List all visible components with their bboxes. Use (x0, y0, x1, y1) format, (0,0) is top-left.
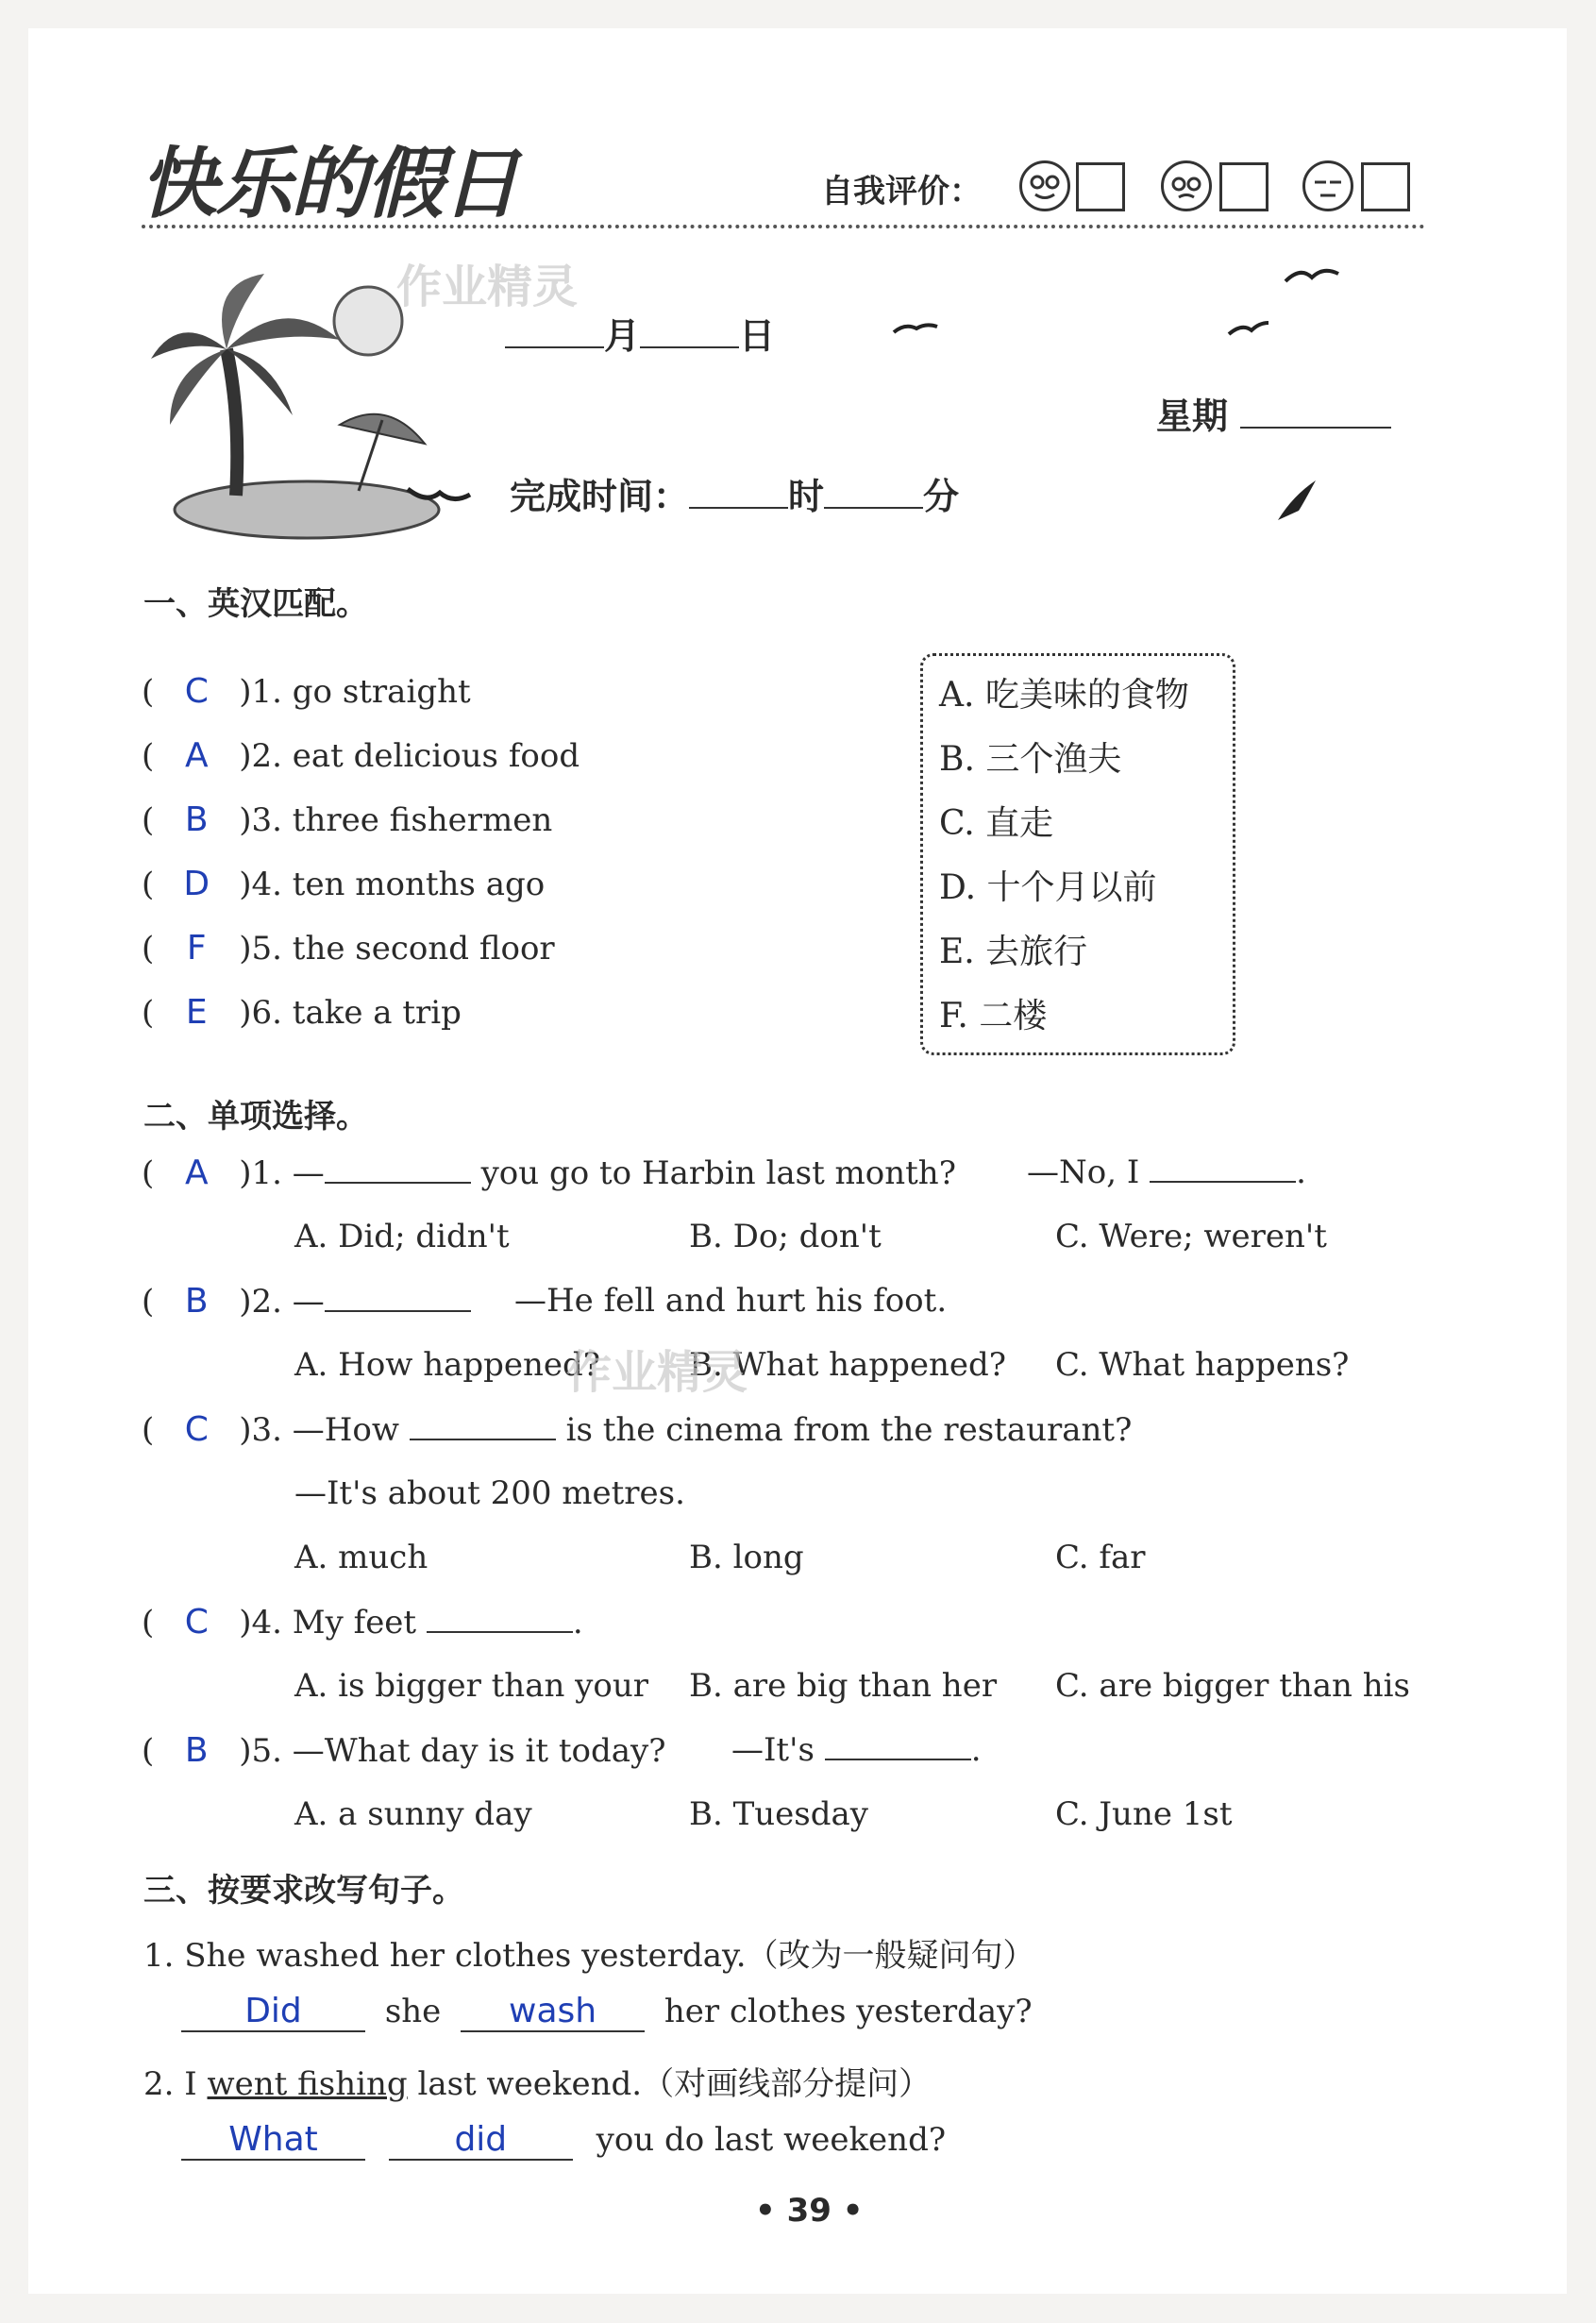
rewrite1-answer-1[interactable]: Did (181, 1992, 365, 2032)
q3-option-b[interactable]: B. long (689, 1539, 804, 1576)
rewrite2-answer-1[interactable]: What (181, 2120, 365, 2161)
match-text-1: )1. go straight (239, 673, 471, 711)
answer-5[interactable]: F (186, 929, 207, 968)
q1-option-a[interactable]: A. Did; didn't (294, 1218, 510, 1255)
watermark-top: 作业精灵 (396, 261, 579, 313)
match-item-5: ( F )5. the second floor (142, 929, 555, 968)
minute-label: 分 (923, 476, 960, 517)
date-line (505, 307, 775, 359)
q4-option-b[interactable]: B. are big than her (689, 1667, 998, 1705)
happy-face-icon (1019, 160, 1070, 211)
choice-answer-5[interactable]: B (184, 1731, 209, 1770)
match-item-6: ( E )6. take a trip (142, 993, 462, 1032)
choice-q3: ( C )3. —How is the cinema from the restaurant? (142, 1410, 1133, 1449)
minute-blank[interactable] (824, 507, 923, 509)
q1-blank-1[interactable] (325, 1182, 471, 1184)
choice-q4: ( C )4. My feet . (142, 1603, 583, 1641)
q5-option-a[interactable]: A. a sunny day (294, 1795, 532, 1833)
hour-label: 时 (788, 476, 825, 517)
weekday-line (1156, 387, 1391, 439)
section1-title: 一、英汉匹配。 (143, 585, 368, 623)
choice-q2: ( B )2. — (142, 1282, 471, 1321)
hour-blank[interactable] (689, 507, 788, 509)
q4-option-c[interactable]: C. are bigger than his (1055, 1667, 1410, 1705)
match-item-3: ( B )3. three fishermen (142, 800, 553, 839)
q2-blank[interactable] (325, 1310, 471, 1312)
answer-3[interactable]: B (184, 800, 209, 839)
rewrite1-answer-2[interactable]: wash (461, 1992, 645, 2032)
match-text-5: )5. the second floor (239, 930, 555, 968)
happy-checkbox[interactable] (1076, 162, 1125, 211)
rewrite-answer-line-2: What did you do last weekend? (181, 2120, 946, 2161)
month-blank[interactable] (505, 346, 604, 348)
q2-option-c[interactable]: C. What happens? (1055, 1346, 1350, 1384)
q4-blank[interactable] (427, 1631, 573, 1633)
rewrite-answer-line-1: Did she wash her clothes yesterday? (181, 1992, 1033, 2032)
match-item-2: ( A )2. eat delicious food (142, 736, 580, 775)
worried-face-icon (1161, 160, 1212, 211)
choice-q2-reply: —He fell and hurt his foot. (514, 1282, 948, 1320)
q5-option-c[interactable]: C. June 1st (1055, 1795, 1233, 1833)
neutral-checkbox[interactable] (1361, 162, 1410, 211)
worried-checkbox[interactable] (1219, 162, 1268, 211)
day-blank[interactable] (640, 346, 739, 348)
neutral-face-icon (1302, 160, 1353, 211)
option-d: D. 十个月以前 (939, 868, 1157, 907)
q2-option-a[interactable]: A. How happened? (294, 1346, 601, 1384)
page-title: 快乐的假日 (140, 140, 517, 229)
page-number: • 39 • (755, 2192, 864, 2230)
bird-icon (892, 319, 939, 342)
choice-q1-reply: —No, I . (1027, 1153, 1306, 1191)
choice-answer-1[interactable]: A (184, 1153, 209, 1192)
match-text-4: )4. ten months ago (239, 866, 546, 903)
time-label: 完成时间： (510, 476, 690, 517)
answer-2[interactable]: A (184, 736, 209, 775)
underlined-phrase: went fishing (207, 2065, 408, 2103)
time-line (510, 467, 959, 519)
choice-q3-reply: —It's about 200 metres. (294, 1474, 685, 1512)
bird-icon (406, 481, 472, 510)
choice-answer-4[interactable]: C (184, 1603, 209, 1641)
answer-1[interactable]: C (184, 672, 209, 711)
choice-q5: ( B )5. —What day is it today? (142, 1731, 666, 1770)
bird-icon (1274, 477, 1321, 528)
section2-title: 二、单项选择。 (143, 1098, 368, 1136)
q3-blank[interactable] (410, 1439, 556, 1440)
q3-option-c[interactable]: C. far (1055, 1539, 1146, 1576)
q5-blank[interactable] (825, 1759, 971, 1760)
q1-option-b[interactable]: B. Do; don't (689, 1218, 882, 1255)
choice-answer-3[interactable]: C (184, 1410, 209, 1449)
match-item-1: ( C )1. go straight (142, 672, 471, 711)
choice-answer-2[interactable]: B (184, 1282, 209, 1321)
match-text-3: )3. three fishermen (239, 801, 553, 839)
option-b: B. 三个渔夫 (939, 740, 1122, 779)
weekday-blank[interactable] (1240, 427, 1391, 429)
bird-icon (1284, 264, 1340, 291)
q3-option-a[interactable]: A. much (294, 1539, 428, 1576)
bird-icon (1227, 319, 1270, 342)
q4-option-a[interactable]: A. is bigger than your (294, 1667, 649, 1705)
q1-blank-2[interactable] (1150, 1181, 1296, 1183)
self-eval-label: 自我评价： (821, 173, 982, 210)
match-text-2: )2. eat delicious food (239, 737, 580, 775)
choice-q1: ( A )1. — you go to Harbin last month? (142, 1153, 956, 1192)
weekday-label: 星期 (1156, 396, 1229, 437)
option-a: A. 吃美味的食物 (939, 676, 1189, 715)
option-e: E. 去旅行 (939, 933, 1088, 971)
option-c: C. 直走 (939, 804, 1054, 843)
answer-6[interactable]: E (185, 993, 208, 1032)
q2-option-b[interactable]: B. What happened? (689, 1346, 1007, 1384)
q5-option-b[interactable]: B. Tuesday (689, 1795, 868, 1833)
header-divider (142, 225, 1425, 228)
section3-title: 三、按要求改写句子。 (143, 1872, 464, 1910)
match-text-6: )6. take a trip (239, 994, 462, 1032)
rewrite-prompt-1: 1. She washed her clothes yesterday.（改为一般疑问句） (143, 1937, 1035, 1975)
match-item-4: ( D )4. ten months ago (142, 865, 546, 903)
q1-option-c[interactable]: C. Were; weren't (1055, 1218, 1327, 1255)
day-label: 日 (739, 315, 776, 357)
month-label: 月 (604, 315, 641, 357)
answer-4[interactable]: D (183, 865, 210, 903)
rewrite2-answer-2[interactable]: did (389, 2120, 573, 2161)
watermark-middle: 作业精灵 (566, 1346, 748, 1399)
rewrite-prompt-2: 2. I went fishing last weekend.（对画线部分提问） (143, 2065, 932, 2103)
option-f: F. 二楼 (939, 997, 1048, 1035)
choice-q5-reply: —It's . (731, 1731, 982, 1769)
